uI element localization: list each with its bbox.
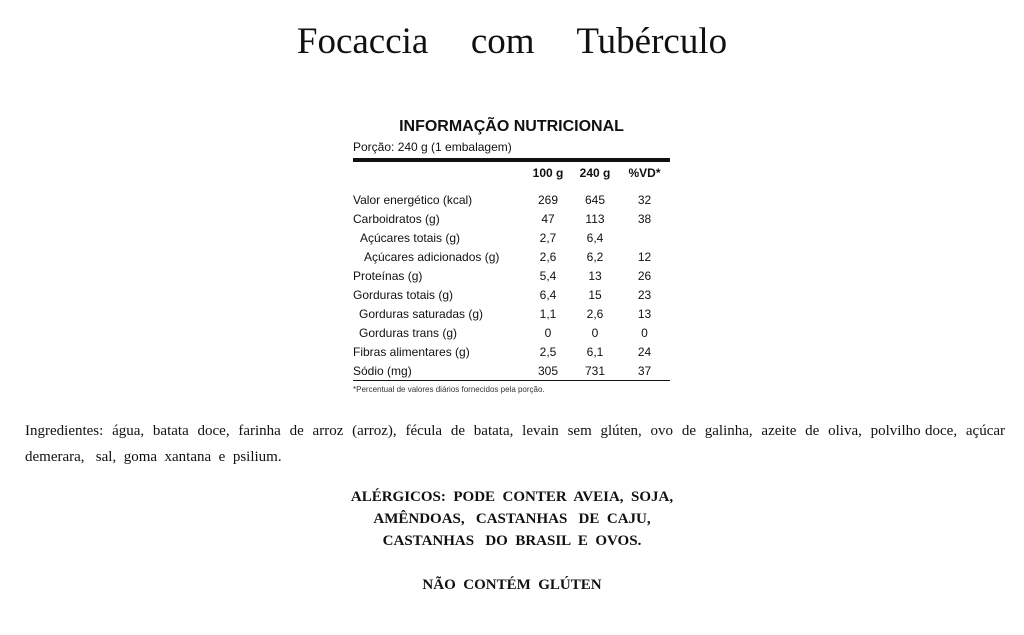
gluten-free-notice: NÃO CONTÉM GLÚTEN bbox=[422, 577, 602, 593]
table-row bbox=[353, 323, 670, 342]
value-240g: 6,2 bbox=[586, 249, 604, 264]
value-240g: 2,6 bbox=[586, 306, 604, 321]
value-240g: 645 bbox=[584, 192, 606, 207]
table-row bbox=[353, 247, 670, 266]
nutrient-label: Carboidratos (g) bbox=[353, 211, 440, 226]
value-vd: 0 bbox=[641, 325, 648, 340]
nutrient-label: Valor energético (kcal) bbox=[353, 192, 473, 207]
product-title: Focaccia com Tubérculo bbox=[296, 21, 728, 62]
value-240g: 6,4 bbox=[586, 230, 604, 245]
value-240g: 13 bbox=[588, 268, 602, 283]
table-row bbox=[353, 266, 670, 285]
table-row bbox=[353, 304, 670, 323]
value-100g: 269 bbox=[537, 192, 559, 207]
value-100g: 0 bbox=[544, 325, 552, 340]
value-vd: 38 bbox=[637, 211, 652, 226]
nutrient-label: Fibras alimentares (g) bbox=[353, 344, 470, 359]
table-header-row bbox=[353, 162, 670, 184]
nutrient-label: Açúcares adicionados (g) bbox=[364, 249, 500, 264]
table-row bbox=[353, 342, 670, 361]
allergen-line: CASTANHAS DO BRASIL E OVOS. bbox=[382, 533, 642, 549]
column-header-100g: 100 g bbox=[532, 166, 564, 180]
value-240g: 0 bbox=[591, 325, 599, 340]
value-100g: 2,7 bbox=[539, 230, 557, 245]
allergen-line: ALÉRGICOS: PODE CONTER AVEIA, SOJA, bbox=[350, 489, 674, 505]
bottom-divider bbox=[353, 380, 670, 381]
value-vd bbox=[619, 228, 670, 247]
allergen-warning bbox=[0, 486, 1024, 552]
nutrient-label: Gorduras totais (g) bbox=[353, 287, 454, 302]
allergen-line: AMÊNDOAS, CASTANHAS DE CAJU, bbox=[373, 511, 651, 527]
table-row bbox=[353, 209, 670, 228]
value-100g: 305 bbox=[537, 363, 559, 378]
table-row bbox=[353, 228, 670, 247]
value-100g: 2,6 bbox=[539, 249, 557, 264]
column-header-240g: 240 g bbox=[579, 166, 611, 180]
value-240g: 6,1 bbox=[586, 344, 604, 359]
nutrition-table bbox=[353, 162, 670, 380]
column-header-vd: %VD* bbox=[628, 166, 661, 180]
value-vd: 24 bbox=[637, 344, 652, 359]
daily-value-footnote: *Percentual de valores diários fornecidos pela porção. bbox=[353, 385, 545, 394]
nutrient-label: Sódio (mg) bbox=[353, 363, 412, 378]
value-240g: 731 bbox=[584, 363, 606, 378]
value-vd: 26 bbox=[637, 268, 652, 283]
nutrient-label: Açúcares totais (g) bbox=[360, 230, 461, 245]
ingredients-list: Ingredientes: água, batata doce, farinha de arroz (arroz), fécula de batata, levain sem glúten, ovo de galinha, azeite de oliva, polvilho doce, açúcar demerara, sal, goma xantana e psilium. bbox=[25, 423, 1013, 465]
column-header-label bbox=[353, 162, 525, 184]
value-100g: 1,1 bbox=[539, 306, 557, 321]
nutrient-label: Gorduras saturadas (g) bbox=[359, 306, 484, 321]
value-vd: 37 bbox=[637, 363, 652, 378]
value-vd: 12 bbox=[637, 249, 652, 264]
value-vd: 13 bbox=[637, 306, 652, 321]
nutrient-label: Gorduras trans (g) bbox=[359, 325, 458, 340]
value-100g: 47 bbox=[541, 211, 555, 226]
value-100g: 2,5 bbox=[539, 344, 557, 359]
value-vd: 23 bbox=[637, 287, 652, 302]
table-row bbox=[353, 361, 670, 380]
nutrient-label: Proteínas (g) bbox=[353, 268, 423, 283]
nutrition-heading: INFORMAÇÃO NUTRICIONAL bbox=[399, 118, 624, 135]
table-row bbox=[353, 285, 670, 304]
value-240g: 113 bbox=[585, 211, 605, 226]
nutrition-facts-panel bbox=[353, 116, 670, 394]
value-vd: 32 bbox=[637, 192, 652, 207]
portion-size: Porção: 240 g (1 embalagem) bbox=[353, 140, 512, 154]
value-100g: 6,4 bbox=[539, 287, 557, 302]
value-240g: 15 bbox=[588, 287, 602, 302]
value-100g: 5,4 bbox=[539, 268, 557, 283]
table-row bbox=[353, 190, 670, 209]
